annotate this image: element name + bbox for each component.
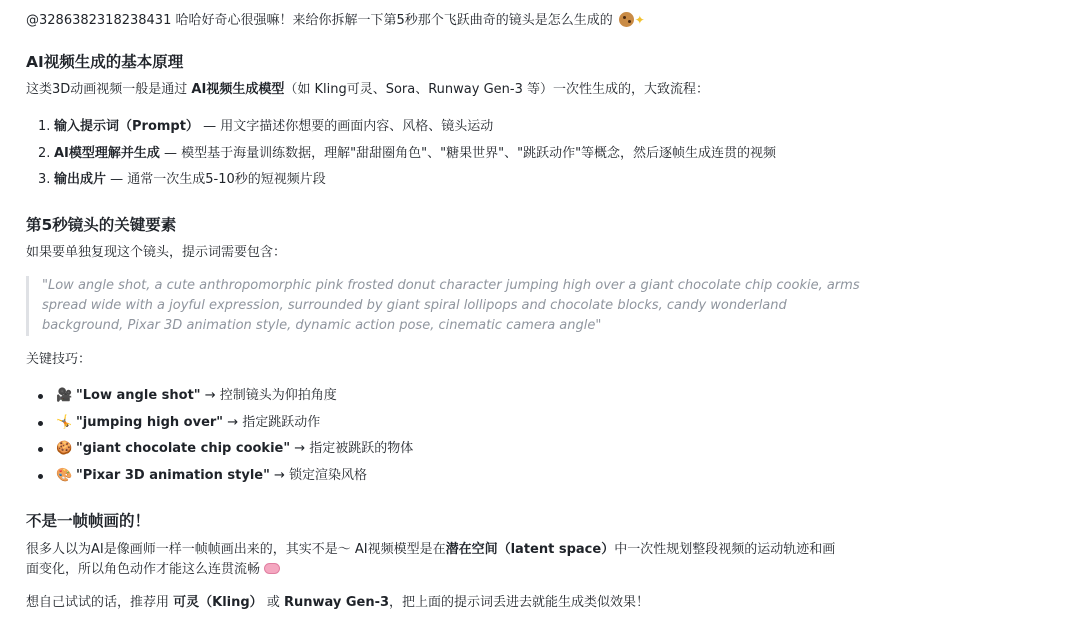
step-number: 2.: [38, 145, 51, 161]
step-text: — 模型基于海量训练数据，理解"甜甜圈角色"、"糖果世界"、"跳跃动作"等概念，然后逐帧生成连贯的视频: [159, 145, 777, 161]
latent-space-paragraph-line2: [26, 561, 280, 579]
process-step: [38, 171, 776, 198]
prompt-blockquote: "Low angle shot, a cute anthropomorphic pink frosted donut character jumping high over a giant chocolate chip cookie, arms spread wide with a joyful expression, surrounded by giant spiral lollipops and chocolate blocks, candy wonderland background, Pixar 3D animation style, dynamic action pose, cinematic camera angle": [26, 276, 872, 336]
process-step: [38, 145, 777, 172]
step-title: 输出成片: [54, 172, 107, 187]
camera-icon: 🎥: [56, 388, 73, 403]
latent-text-post: 中一次性规划整段视频的运动轨迹和画: [614, 542, 836, 557]
bullet-icon: [38, 394, 43, 399]
bullet-icon: [38, 447, 43, 452]
step-text: — 通常一次生成5-10秒的短视频片段: [106, 172, 326, 187]
recommend-text-mid: 或: [262, 595, 284, 610]
cartwheel-icon: 🤸: [56, 414, 73, 430]
step-title: AI模型理解并生成: [54, 145, 160, 161]
sparkles-icon: ✦: [634, 13, 645, 27]
tip-keyword: "Pixar 3D animation style": [76, 467, 270, 483]
tip-item: [26, 440, 413, 467]
principles-paragraph: [26, 81, 709, 99]
cookie-icon: 🍪: [56, 441, 73, 457]
tip-item: [26, 467, 413, 494]
tips-label: 关键技巧：: [26, 352, 92, 367]
tip-text: → 控制镜头为仰拍角度: [200, 388, 337, 403]
bullet-icon: [38, 421, 43, 426]
key-elements-paragraph: 如果要单独复现这个镜头，提示词需要包含：: [26, 245, 287, 260]
intro-line: [26, 11, 645, 30]
tip-keyword: "Low angle shot": [76, 388, 201, 403]
principles-text-post: （如 Kling可灵、Sora、Runway Gen-3 等）一次性生成的，大致流程：: [284, 82, 709, 97]
tips-list: [26, 387, 413, 493]
tip-item: [26, 414, 413, 441]
latent-text-line2: 面变化，所以角色动作才能这么连贯流畅: [26, 562, 261, 577]
tip-text: → 锁定渲染风格: [269, 467, 368, 483]
tip-keyword: "giant chocolate chip cookie": [76, 441, 291, 457]
process-step: [38, 118, 776, 145]
recommend-kling: 可灵（Kling）: [173, 595, 263, 610]
recommend-runway: Runway Gen-3: [283, 595, 390, 610]
step-title: 输入提示词（Prompt）: [54, 119, 199, 134]
tip-text: → 指定被跳跃的物体: [290, 441, 414, 457]
bullet-icon: [38, 474, 43, 479]
principles-text-bold: AI视频生成模型: [191, 82, 285, 97]
recommend-text-pre: 想自己试试的话，推荐用: [26, 595, 174, 610]
principles-text-pre: 这类3D动画视频一般是通过: [26, 82, 192, 97]
section-title-not-frame-by-frame: 不是一帧帧画的！: [26, 512, 151, 530]
latent-text-pre: 很多人以为AI是像画师一样一帧帧画出来的，其实不是～ AI视频模型是在: [26, 542, 446, 557]
palette-icon: 🎨: [56, 467, 73, 483]
tip-item: [26, 387, 413, 414]
process-steps-list: [26, 118, 776, 198]
recommendation-paragraph: [26, 594, 649, 612]
intro-text: @3286382318238431 哈哈好奇心很强嘛！来给你拆解一下第5秒那个飞跃曲奇的镜头是怎么生成的: [26, 13, 613, 28]
section-title-principles: AI视频生成的基本原理: [26, 53, 184, 71]
step-number: 3.: [38, 172, 51, 187]
step-text: — 用文字描述你想要的画面内容、风格、镜头运动: [198, 119, 494, 134]
step-number: 1.: [38, 119, 51, 134]
tip-keyword: "jumping high over": [76, 414, 224, 430]
recommend-text-post: ，把上面的提示词丢进去就能生成类似效果！: [389, 595, 650, 610]
cookie-icon: [619, 12, 634, 27]
section-title-key-elements: 第5秒镜头的关键要素: [26, 216, 177, 234]
latent-space-paragraph: [26, 541, 835, 559]
tip-text: → 指定跳跃动作: [223, 414, 321, 430]
latent-text-bold: 潜在空间（latent space）: [445, 542, 615, 557]
brain-icon: [264, 563, 280, 574]
